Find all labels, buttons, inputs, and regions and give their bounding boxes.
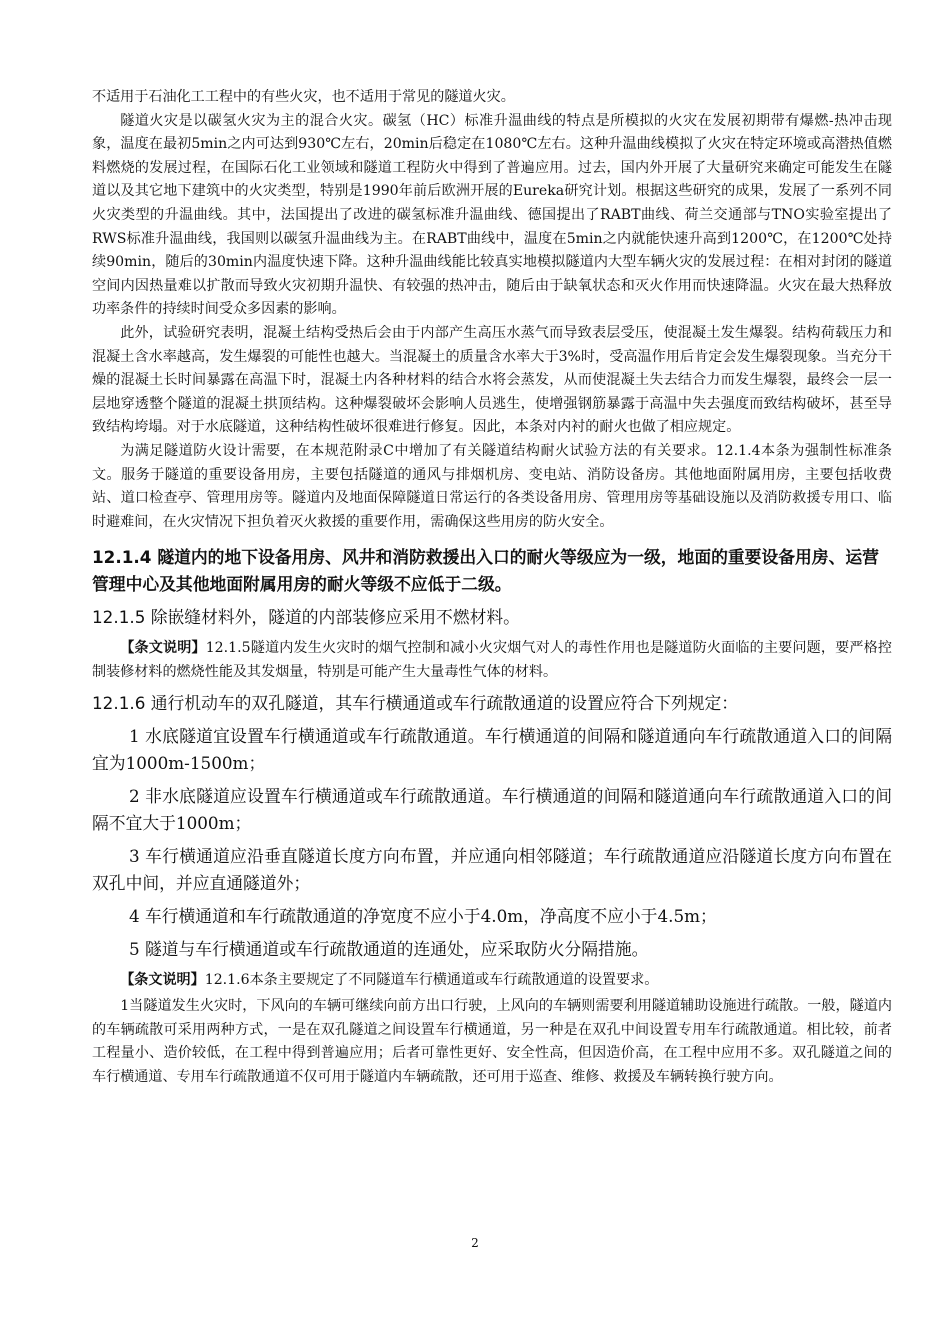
clause-number: 12.1.4 <box>92 547 152 568</box>
clause-item: 2 非水底隧道应设置车行横通道或车行疏散通道。车行横通道的间隔和隧道通向车行疏散通道入口的间隔不宜大于1000m； <box>92 786 892 834</box>
paragraph: 为满足隧道防火设计需要，在本规范附录C中增加了有关隧道结构耐火试验方法的有关要求。12.1.4本条为强制性标准条文。服务于隧道的重要设备用房，主要包括隧道的通风与排烟机房、变电站、消防设备房。其他地面附属用房，主要包括收费站、道口检查亭、管理用房等。隧道内及地面保障隧道日常运行的各类设备用房、管理用房等基础设施以及消防救援专用口、临时避难间，在火灾情况下担负着灭火救援的重要作用，需确保这些用房的防火安全。 <box>92 442 892 530</box>
page-number: 2 <box>471 1236 479 1250</box>
clause-12-1-5 <box>92 604 892 631</box>
note-paragraph: 1当隧道发生火灾时，下风向的车辆可继续向前方出口行驶，上风向的车辆则需要利用隧道辅助设施进行疏散。一般，隧道内的车辆疏散可采用两种方式，一是在双孔隧道之间设置车行横通道，另一种是在双孔中间设置专用车行疏散通道。相比较，前者工程量小、造价较低，在工程中得到普遍应用；后者可靠性更好、安全性高，但因造价高，在工程中应用不多。双孔隧道之间的车行横通道、专用车行疏散通道不仅可用于隧道内车辆疏散，还可用于巡查、维修、救援及车辆转换行驶方向。 <box>92 998 892 1085</box>
paragraph: 隧道火灾是以碳氢火灾为主的混合火灾。碳氢（HC）标准升温曲线的特点是所模拟的火灾在发展初期带有爆燃-热冲击现象，温度在最初5min之内可达到930℃左右，20min后稳定在1080℃左右。这种升温曲线模拟了火灾在特定环境或高潜热值燃料燃烧的发展过程，在国际石化工业领域和隧道工程防火中得到了普遍应用。过去，国内外开展了大量研究来确定可能发生在隧道以及其它地下建筑中的火灾类型，特别是1990年前后欧洲开展的Eureka研究计划。根据这些研究的成果，发展了一系列不同火灾类型的升温曲线。其中，法国提出了改进的碳氢标准升温曲线、德国提出了RABT曲线、荷兰交通部与TNO实验室提出了RWS标准升温曲线，我国则以碳氢升温曲线为主。在RABT曲线中，温度在5min之内就能快速升高到1200℃，在1200℃处持续90min，随后的30min内温度快速下降。这种升温曲线能比较真实地模拟隧道内大型车辆火灾的发展过程：在相对封闭的隧道空间内因热量难以扩散而导致火灾初期升温快、有较强的热冲击，随后由于缺氧状态和灭火作用而快速降温。火灾在最大热释放功率条件的持续时间受众多因素的影响。 <box>92 112 892 318</box>
clause-number: 12.1.6 <box>92 693 146 714</box>
clause-item: 5 隧道与车行横通道或车行疏散通道的连通处，应采取防火分隔措施。 <box>128 939 649 960</box>
clause-12-1-4 <box>92 544 892 598</box>
note-text: 12.1.5隧道内发生火灾时的烟气控制和减小火灾烟气对人的毒性作用也是隧道防火面临的主要问题，要严格控制装修材料的燃烧性能及其发烟量，特别是可能产生大量毒性气体的材料。 <box>92 640 892 680</box>
clause-number: 12.1.5 <box>92 607 146 628</box>
clause-text: 隧道内的地下设备用房、风井和消防救援出入口的耐火等级应为一级，地面的重要设备用房、运营管理中心及其他地面附属用房的耐火等级不应低于二级。 <box>92 547 879 595</box>
paragraph: 此外，试验研究表明，混凝土结构受热后会由于内部产生高压水蒸气而导致表层受压，使混凝土发生爆裂。结构荷载压力和混凝土含水率越高，发生爆裂的可能性也越大。当混凝土的质量含水率大于3%时，受高温作用后肯定会发生爆裂现象。当充分干燥的混凝土长时间暴露在高温下时，混凝土内各种材料的结合水将会蒸发，从而使混凝土失去结合力而发生爆裂，最终会一层一层地穿透整个隧道的混凝土拱顶结构。这种爆裂破坏会影响人员逃生，使增强钢筋暴露于高温中失去强度而致结构破坏，甚至导致结构垮塌。对于水底隧道，这种结构性破坏很难进行修复。因此，本条对内衬的耐火也做了相应规定。 <box>92 324 892 436</box>
clause-note-12-1-6 <box>92 969 892 993</box>
document-page <box>92 86 892 1089</box>
clause-text: 通行机动车的双孔隧道，其车行横通道或车行疏散通道的设置应符合下列规定： <box>150 693 739 714</box>
clause-item: 1 水底隧道宜设置车行横通道或车行疏散通道。车行横通道的间隔和隧道通向车行疏散通道入口的间隔宜为1000m-1500m； <box>92 726 892 774</box>
clause-item: 4 车行横通道和车行疏散通道的净宽度不应小于4.0m，净高度不应小于4.5m； <box>128 906 717 927</box>
paragraph: 不适用于石油化工工程中的有些火灾，也不适用于常见的隧道火灾。 <box>92 89 515 105</box>
clause-note-12-1-5 <box>92 637 892 684</box>
clause-text: 除嵌缝材料外，隧道的内部装修应采用不燃材料。 <box>150 607 520 628</box>
note-tag: 【条文说明】 <box>120 640 206 657</box>
clause-item: 3 车行横通道应沿垂直隧道长度方向布置，并应通向相邻隧道；车行疏散通道应沿隧道长度方向布置在双孔中间，并应直通隧道外； <box>92 846 892 894</box>
note-tag: 【条文说明】 <box>120 972 205 989</box>
note-text: 12.1.6本条主要规定了不同隧道车行横通道或车行疏散通道的设置要求。 <box>204 972 659 989</box>
clause-12-1-6 <box>92 690 892 717</box>
